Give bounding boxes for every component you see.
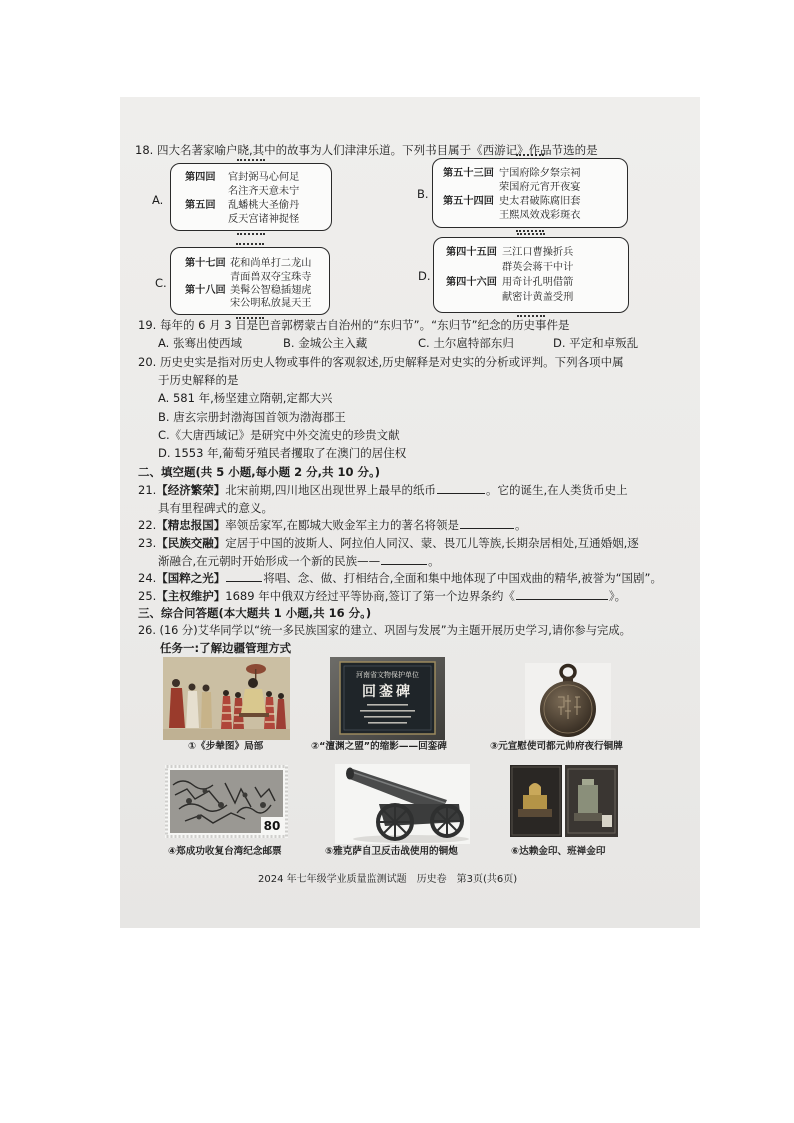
chapter-number: 第四十六回: [446, 277, 497, 288]
question-number: 24.: [138, 571, 157, 585]
question-tag: 【精忠报国】: [156, 518, 226, 532]
q18-option-c-label: C.: [155, 276, 167, 290]
q19-stem: 19. 每年的 6 月 3 日是巴音郭楞蒙古自治州的“东归节”。“东归节”纪念的历史事件是: [138, 318, 570, 332]
q20-option-c: C.《大唐西域记》是研究中外交流史的珍贵文献: [158, 428, 400, 442]
figure-4-stamp: [165, 765, 288, 838]
chapter-number: 第十八回: [185, 285, 226, 296]
figure-6-caption: ⑥达赖金印、班禅金印: [511, 846, 606, 857]
figure-2-caption: ②“澶渊之盟”的缩影——回銮碑: [311, 741, 447, 752]
q20-stem-line-2: 于历史解释的是: [158, 373, 239, 387]
q18-option-a-label: A.: [152, 193, 164, 207]
q23-text-before-blank: 渐融合,在元朝时开始形成一个新的民族——: [158, 554, 381, 568]
q18-stem: 18. 四大名著家喻户晓,其中的故事为人们津津乐道。下列书目属于《西游记》作品节选的是: [135, 143, 598, 157]
question-tag: 【主权维护】: [156, 589, 226, 603]
scroll-ornament: [516, 230, 544, 232]
page-footer: 2024 年七年级学业质量监测试题 历史卷 第3页(共6页): [258, 874, 518, 885]
chapter-title-line: 宁国府除夕祭宗祠: [499, 168, 581, 179]
q20-option-d: D. 1553 年,葡萄牙殖民者攫取了在澳门的居住权: [158, 446, 407, 460]
chapter-title-line: 三江口曹操折兵: [502, 247, 574, 258]
answer-blank: [226, 570, 262, 582]
answer-blank: [516, 588, 608, 600]
q22-line: [138, 517, 526, 533]
figure-5-caption: ⑤雅克萨自卫反击战使用的铜炮: [325, 846, 458, 857]
chapter-number: 第五回: [185, 200, 216, 211]
question-number: 21.: [138, 483, 157, 497]
figure-5-cannon: [335, 764, 470, 844]
chapter-number: 第十七回: [185, 258, 226, 269]
q21-text-before-blank: 北宋前期,四川地区出现世界上最早的纸币: [225, 483, 436, 497]
question-tag: 【国粹之光】: [156, 571, 226, 585]
q22-text-after-blank: 。: [514, 518, 527, 532]
q18-option-c-box: [170, 247, 330, 315]
q21-line-2: 具有里程碑式的意义。: [158, 501, 273, 515]
figure-3-caption: ③元宣慰使司都元帅府夜行铜牌: [490, 741, 623, 752]
q23-text-after-blank: 。: [428, 554, 440, 568]
scroll-ornament: [517, 233, 545, 235]
panchen-lama-gold-seal: [574, 779, 602, 821]
q20-stem-line-1: 20. 历史史实是指对历史人物或事件的客观叙述,历史解释是对史实的分析或评判。下列各项中属: [138, 355, 624, 369]
chapter-title-line: 王熙凤效戏彩斑衣: [499, 210, 581, 221]
q23-line-2: [158, 553, 440, 569]
chapter-title-line: 美髯公智稳插翅虎: [230, 285, 312, 296]
chapter-number: 第四十五回: [446, 247, 497, 258]
figure-2-stele-sign: [330, 657, 445, 740]
q19-option-b: B. 金城公主入藏: [283, 336, 368, 350]
q24-line: [138, 570, 662, 586]
figure-6-gold-seals: [510, 765, 618, 837]
chapter-number: 第四回: [185, 172, 216, 183]
chapter-title-line: 反天宫诸神捉怪: [228, 214, 300, 225]
chapter-title-line: 名注齐天意未宁: [228, 186, 300, 197]
chapter-title-line: 官封弼马心何足: [228, 172, 300, 183]
q18-option-a-box: [170, 163, 332, 231]
answer-blank: [381, 553, 427, 565]
chapter-title-line: 乱蟠桃大圣偷丹: [228, 200, 300, 211]
plaque-title: 回銮碑: [362, 684, 413, 700]
q18-option-d-label: D.: [418, 269, 431, 283]
chapter-title-line: 青面兽双夺宝珠寺: [230, 272, 312, 283]
display-card: [602, 815, 612, 827]
q19-option-c: C. 土尔扈特部东归: [418, 336, 514, 350]
gold-seals-image: [510, 765, 618, 837]
question-tag: 【经济繁荣】: [156, 483, 226, 497]
question-number: 25.: [138, 589, 157, 603]
q20-option-b: B. 唐玄宗册封渤海国首领为渤海郡王: [158, 410, 346, 424]
bronze-tablet-image: [525, 663, 611, 739]
scroll-ornament: [516, 154, 544, 156]
figure-1-painting: [163, 657, 290, 740]
chapter-number: 第五十三回: [443, 168, 494, 179]
chapter-title-line: 花和尚单打二龙山: [230, 258, 312, 269]
scroll-ornament: [237, 159, 265, 161]
q26-task-1-heading: 任务一:了解边疆管理方式: [160, 641, 292, 655]
answer-blank: [437, 482, 485, 494]
q25-line: [138, 588, 626, 604]
chapter-number: 第五十四回: [443, 196, 494, 207]
stamp-image: [165, 765, 288, 838]
q25-text-before-blank: 1689 年中俄双方经过平等协商,签订了第一个边界条约《: [225, 589, 515, 603]
q23-text: 定居于中国的波斯人、阿拉伯人同汉、蒙、畏兀儿等族,长期杂居相处,互通婚姻,逐: [225, 536, 639, 550]
q19-option-d: D. 平定和卓叛乱: [553, 336, 639, 350]
q24-text-after-blank: 将唱、念、做、打相结合,全面和集中地体现了中国戏曲的精华,被誉为“国剧”。: [263, 571, 663, 585]
exam-page: [120, 97, 700, 928]
q25-text-after-blank: 》。: [608, 589, 627, 603]
q20-option-a: A. 581 年,杨坚建立隋朝,定都大兴: [158, 391, 333, 405]
stamp-denomination: 80: [263, 819, 281, 833]
scroll-ornament: [236, 243, 264, 245]
q23-line-1: [138, 535, 639, 551]
chapter-title-line: 献密计黄盖受刑: [502, 292, 574, 303]
cannon-image: [335, 764, 470, 844]
q21-text-after-blank: 。它的诞生,在人类货币史上: [485, 483, 628, 497]
q19-option-a: A. 张骞出使西域: [158, 336, 242, 350]
section-heading-fill-in: 二、填空题(共 5 小题,每小题 2 分,共 10 分。): [138, 465, 381, 479]
answer-blank: [460, 517, 514, 529]
figure-4-caption: ④郑成功收复台湾纪念邮票: [168, 846, 282, 857]
painting-image: [163, 657, 290, 740]
chapter-title-line: 史太君破陈腐旧套: [499, 196, 581, 207]
section-heading-comprehensive: 三、综合问答题(本大题共 1 小题,共 16 分。): [138, 606, 372, 620]
q21-line-1: [138, 482, 628, 498]
chapter-title-line: 宋公明私放晁天王: [230, 298, 312, 309]
q18-option-b-box: [432, 158, 628, 228]
scroll-ornament: [237, 233, 265, 235]
chapter-title-line: 用奇计孔明借箭: [502, 277, 574, 288]
q18-option-d-box: [433, 237, 629, 313]
figure-3-bronze-tablet: [525, 663, 611, 739]
plaque-heading: 河南省文物保护单位: [356, 671, 419, 679]
q22-text-before-blank: 率领岳家军,在郾城大败金军主力的著名将领是: [225, 518, 459, 532]
question-number: 22.: [138, 518, 157, 532]
chapter-title-line: 荣国府元宵开夜宴: [499, 182, 581, 193]
question-tag: 【民族交融】: [156, 536, 226, 550]
q26-stem: 26. (16 分)艾华同学以“统一多民族国家的建立、巩固与发展”为主题开展历史学习,请你参与完成。: [138, 624, 631, 637]
q18-option-b-label: B.: [417, 187, 429, 201]
chapter-title-line: 群英会蒋干中计: [502, 262, 574, 273]
question-number: 23.: [138, 536, 157, 550]
stele-image: [330, 657, 445, 740]
figure-1-caption: ①《步辇图》局部: [188, 741, 264, 752]
